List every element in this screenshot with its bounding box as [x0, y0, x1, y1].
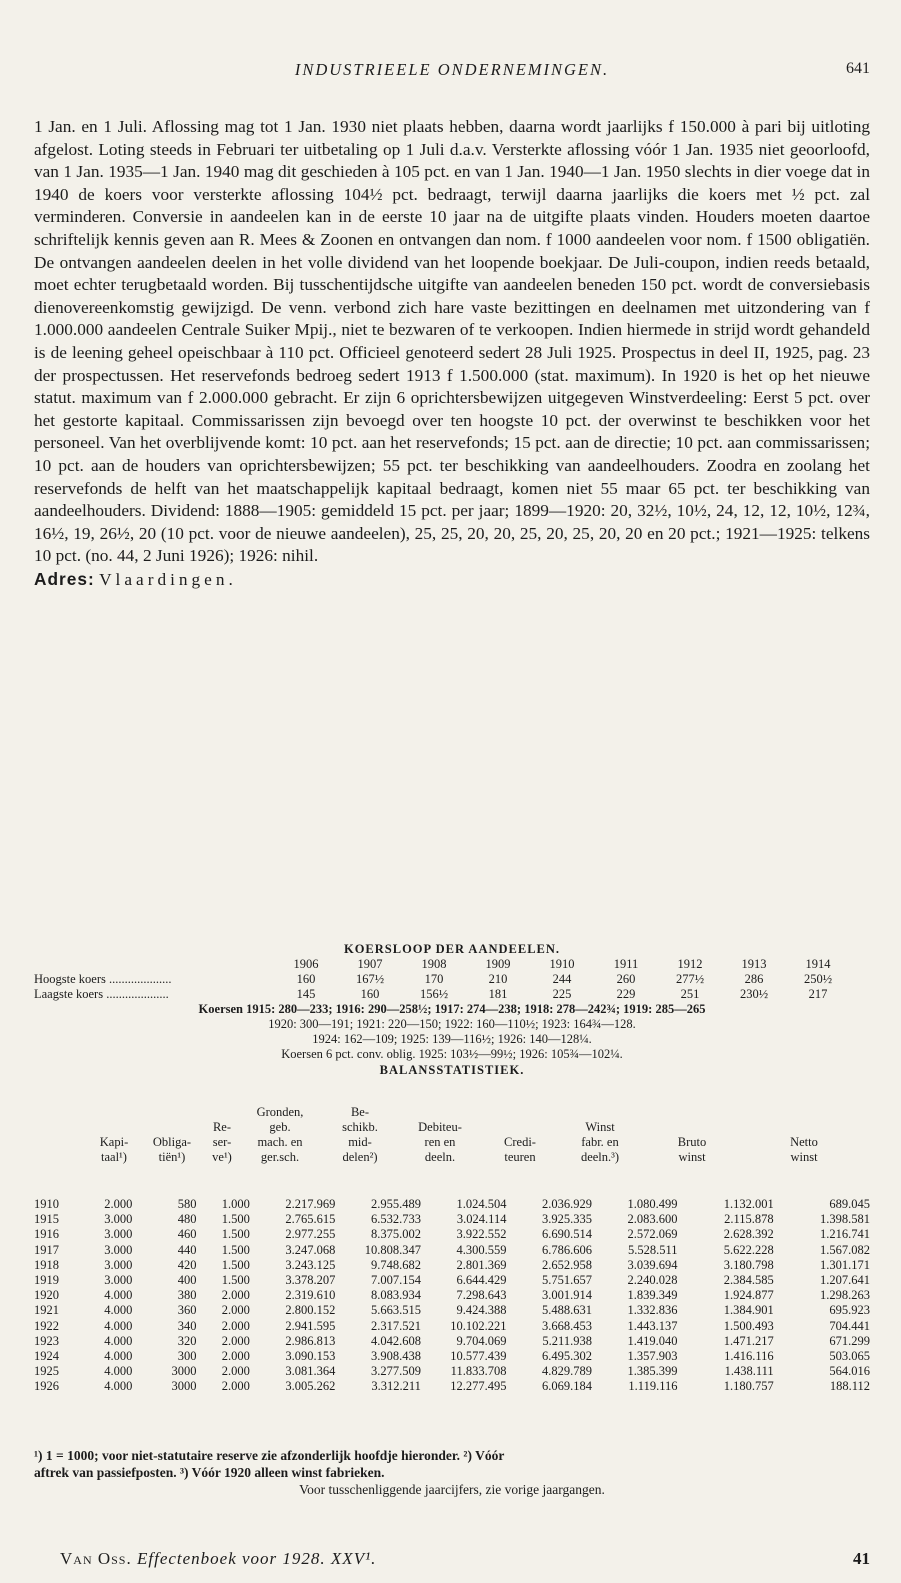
table-cell: 1.024.504: [456, 1197, 507, 1211]
table-row: [34, 1258, 870, 1273]
table-cell: 3.925.335: [541, 1212, 592, 1227]
table-cell: 2.801.369: [456, 1257, 507, 1272]
row-year: 1919: [34, 1273, 59, 1288]
table-cell: 1.419.040: [627, 1333, 678, 1348]
table-cell: 2.628.392: [723, 1227, 774, 1242]
row-year: 1915: [34, 1212, 59, 1227]
table-cell: 1.207.641: [820, 1273, 870, 1288]
table-cell: 2.036.929: [541, 1197, 592, 1211]
price-cell: 156½: [419, 987, 449, 1001]
col-header-crediteuren: Credi- teuren: [504, 1135, 536, 1164]
year-cell: 1910: [549, 957, 575, 971]
table-cell: 11.833.708: [450, 1364, 507, 1379]
table-cell: 1.443.137: [627, 1318, 678, 1333]
table-cell: 3.312.211: [371, 1379, 421, 1394]
table-cell: 360: [177, 1303, 197, 1318]
table-cell: 1.500: [221, 1212, 250, 1227]
year-cell: 1911: [613, 957, 639, 971]
page-footer: [34, 1549, 870, 1573]
price-cell: 229: [616, 987, 636, 1001]
table-cell: 3.090.153: [285, 1349, 336, 1364]
table-cell: 4.300.559: [456, 1242, 507, 1257]
price-cell: 230½: [739, 987, 769, 1001]
table-cell: 1.839.349: [627, 1288, 678, 1303]
highest-price-row: [34, 972, 870, 987]
table-cell: 5.663.515: [370, 1303, 421, 1318]
table-cell: 6.786.606: [541, 1242, 592, 1257]
year-cell: 1909: [485, 957, 511, 971]
table-cell: 3.000: [104, 1273, 133, 1288]
table-cell: 1.132.001: [723, 1197, 774, 1211]
footnotes: [34, 1447, 870, 1498]
table-cell: 2.240.028: [627, 1273, 678, 1288]
body-text: [34, 116, 870, 591]
table-cell: 6.690.514: [541, 1227, 592, 1242]
address-value: Vlaardingen.: [99, 569, 237, 589]
table-cell: 3.000: [104, 1227, 133, 1242]
col-header-winst-fabr: Winst fabr. en deeln.³): [580, 1120, 620, 1164]
col-header-beschikb: Be- schikb. mid- delen²): [342, 1105, 378, 1164]
table-cell: 671.299: [829, 1333, 870, 1348]
col-header-reserve: Re- ser- ve¹): [212, 1120, 232, 1164]
table-cell: 1.500.493: [723, 1318, 774, 1333]
table-cell: 2.319.610: [285, 1288, 336, 1303]
table-cell: 9.704.069: [456, 1333, 507, 1348]
row-year: 1918: [34, 1257, 59, 1272]
price-cell: 250½: [803, 972, 833, 986]
share-price-title: KOERSLOOP DER AANDEELEN.: [343, 942, 561, 956]
table-cell: 2.083.600: [627, 1212, 678, 1227]
table-row: [34, 1212, 870, 1227]
row-year: 1917: [34, 1242, 59, 1257]
table-cell: 3.243.125: [285, 1257, 336, 1272]
table-row: [34, 1243, 870, 1258]
table-cell: 1.298.263: [820, 1288, 870, 1303]
table-cell: 3000: [171, 1364, 197, 1379]
price-cell: 167½: [355, 972, 385, 986]
row-year: 1926: [34, 1379, 59, 1394]
balance-header: [34, 1105, 870, 1197]
table-cell: 3000: [171, 1379, 197, 1394]
table-cell: 4.000: [104, 1333, 133, 1348]
year-cell: 1907: [357, 957, 383, 971]
table-cell: 3.180.798: [723, 1257, 774, 1272]
footer-publisher: Van Oss.: [60, 1549, 132, 1568]
table-cell: 1.438.111: [724, 1364, 774, 1379]
balance-title: BALANSSTATISTIEK.: [379, 1063, 525, 1077]
table-cell: 6.495.302: [541, 1349, 592, 1364]
table-cell: 2.765.615: [285, 1212, 336, 1227]
table-cell: 3.001.914: [541, 1288, 592, 1303]
table-cell: 3.039.694: [627, 1257, 678, 1272]
table-cell: 2.317.521: [370, 1318, 421, 1333]
col-header-obligatien: Obliga- tiën¹): [152, 1135, 192, 1164]
balance-table: [34, 1197, 870, 1395]
table-cell: 6.532.733: [370, 1212, 421, 1227]
table-cell: 12.277.495: [450, 1379, 507, 1394]
table-cell: 1.500: [221, 1273, 250, 1288]
table-cell: 2.000: [221, 1364, 250, 1379]
table-cell: 10.102.221: [450, 1318, 507, 1333]
footnote-line: aftrek van passiefposten. ³) Vóór 1920 alleen winst fabrieken.: [34, 1465, 385, 1480]
table-cell: 3.277.509: [370, 1364, 421, 1379]
price-cell: 181: [488, 987, 508, 1001]
table-cell: 580: [177, 1197, 197, 1211]
table-cell: 1.500: [221, 1242, 250, 1257]
table-cell: 564.016: [829, 1364, 870, 1379]
price-cell: 251: [680, 987, 700, 1001]
table-cell: 7.007.154: [370, 1273, 421, 1288]
table-cell: 1.567.082: [820, 1242, 870, 1257]
table-cell: 3.668.453: [541, 1318, 592, 1333]
table-cell: 380: [177, 1288, 197, 1303]
year-cell: 1913: [741, 957, 767, 971]
table-row: [34, 1364, 870, 1379]
table-cell: 3.378.207: [285, 1273, 336, 1288]
table-cell: 2.000: [221, 1303, 250, 1318]
row-year: 1924: [34, 1349, 59, 1364]
table-row: [34, 1197, 870, 1212]
table-cell: 10.577.439: [450, 1349, 507, 1364]
table-cell: 4.000: [104, 1349, 133, 1364]
table-cell: 689.045: [829, 1197, 870, 1211]
row-year: 1922: [34, 1318, 59, 1333]
year-cell: 1906: [293, 957, 319, 971]
footer-source: [60, 1549, 376, 1569]
table-cell: 1.500: [221, 1227, 250, 1242]
table-cell: 2.000: [221, 1318, 250, 1333]
col-header-kapitaal: Kapi- taal¹): [99, 1135, 129, 1164]
table-cell: 460: [177, 1227, 197, 1242]
table-cell: 2.977.255: [285, 1227, 336, 1242]
table-cell: 2.000: [221, 1379, 250, 1394]
table-row: [34, 1273, 870, 1288]
table-cell: 188.112: [829, 1379, 870, 1394]
table-cell: 2.115.878: [724, 1212, 774, 1227]
table-cell: 7.298.643: [456, 1288, 507, 1303]
table-cell: 1.216.741: [820, 1227, 870, 1242]
table-row: [34, 1349, 870, 1364]
table-cell: 1.385.399: [627, 1364, 678, 1379]
price-cell: 160: [360, 987, 380, 1001]
table-cell: 420: [177, 1257, 197, 1272]
table-cell: 2.000: [221, 1349, 250, 1364]
table-row: [34, 1288, 870, 1303]
highest-price-label: Hoogste koers ....................: [34, 972, 172, 986]
price-cell: 225: [552, 987, 572, 1001]
table-cell: 3.922.552: [456, 1227, 507, 1242]
address-label: Adres:: [34, 568, 95, 589]
table-cell: 3.005.262: [285, 1379, 336, 1394]
price-cell: 170: [424, 972, 444, 986]
table-cell: 340: [177, 1318, 197, 1333]
year-cell: 1908: [421, 957, 447, 971]
table-cell: 4.042.608: [370, 1333, 421, 1348]
price-range-line: 1924: 162—109; 1925: 139—116½; 1926: 140—128¼.: [312, 1032, 592, 1046]
footnote-see-previous: Voor tusschenliggende jaarcijfers, zie vorige jaargangen.: [299, 1482, 605, 1497]
table-cell: 1.080.499: [627, 1197, 678, 1211]
table-cell: 2.941.595: [285, 1318, 336, 1333]
page-header: [34, 60, 870, 82]
table-cell: 480: [177, 1212, 197, 1227]
table-cell: 4.000: [104, 1379, 133, 1394]
table-row: [34, 1319, 870, 1334]
table-cell: 1.500: [221, 1257, 250, 1272]
table-cell: 1.924.877: [723, 1288, 774, 1303]
table-cell: 2.000: [221, 1333, 250, 1348]
table-cell: 440: [177, 1242, 197, 1257]
table-cell: 1.332.836: [627, 1303, 678, 1318]
table-cell: 1.357.903: [627, 1349, 678, 1364]
row-year: 1910: [34, 1197, 59, 1211]
price-range-line: 1920: 300—191; 1921: 220—150; 1922: 160—110½; 1923: 164¾—128.: [268, 1017, 636, 1031]
col-header-debiteuren: Debiteu- ren en deeln.: [418, 1120, 462, 1164]
row-year: 1916: [34, 1227, 59, 1242]
table-cell: 2.955.489: [370, 1197, 421, 1211]
page-number: 641: [846, 60, 870, 77]
main-paragraph: 1 Jan. en 1 Juli. Aflossing mag tot 1 Jan. 1930 niet plaats hebben, daarna wordt jaarlijks f 150.000 à pari bij uitloting afgelost. Loting steeds in Februari ter uitbetaling op 1 Juli d.a.v. Versterkte aflossing vóór 1 Jan. 1935 niet geoorloofd, van 1 Jan. 1935—1 Jan. 1940 mag dit geschieden à 105 pct. en van 1 Jan. 1940—1 Jan. 1950 slechts in dier voege dat in 1940 de koers voor versterkte aflossing 104½ pct. bedraagt, terwijl daarna jaarlijks die koers met ½ pct. zal verminderen. Conversie in aandeelen kan in de eerste 10 jaar na de uitgifte plaats vinden. Houders moeten daartoe schriftelijk kennis geven aan R. Mees & Zoonen en ontvangen dan nom. f 1000 aandeelen voor nom. f 1500 obligatiën. De ontvangen aandeelen deelen in het volle dividend van het loopende boekjaar. De Juli-coupon, indien reeds betaald, moet echter terugbetaald worden. Bij tusschentijdsche uitgifte van aandeelen beneden 150 pct. wordt de conversiebasis dienovereenkomstig gewijzigd. De venn. verbond zich hare vaste bezittingen en deelnamen met uitzondering van f 1.000.000 aandeelen Centrale Suiker Mpij., niet te bezwaren of te verkoopen. Indien hiermede in strijd wordt gehandeld is de leening geheel opeischbaar à 110 pct. Officieel genoteerd sedert 28 Juli 1925. Prospectus in deel II, 1925, pag. 23 der prospectussen. Het reservefonds bedroeg sedert 1913 f 1.500.000 (stat. maximum). In 1920 is het op het nieuwe statut. maximum van f 2.000.000 gebracht. Er zijn 6 oprichtersbewijzen uitgegeven Winstverdeeling: Eerst 5 pct. over het gestorte kapitaal. Commissarissen zijn bevoegd over ten hoogste 10 pct. der overwinst te beschikken voor het personeel. Van het overblijvende komt: 10 pct. aan het reservefonds; 15 pct. aan de directie; 10 pct. aan commissarissen; 10 pct. aan de houders van oprichtersbewijzen; 55 pct. ter beschikking van aandeelhouders. Zoodra en zoolang het reservefonds de helft van het maatschappelijk kapitaal bedraagt, komen niet 55 maar 65 pct. ter beschikking van aandeelhouders. Dividend: 1888—1905: gemiddeld 15 pct. per jaar; 1899—1920: 20, 32½, 10½, 24, 12, 12, 10½, 12¾, 16½, 19, 26½, 20 (10 pct. voor de nieuwe aandeelen), 25, 25, 20, 20, 25, 20, 25, 20, 20 en 20 pct.; 1921—1925: telkens 10 pct. (no. 44, 2 Juni 1926); 1926: nihil.: [34, 117, 870, 566]
share-price-years-row: [34, 957, 870, 972]
table-cell: 320: [177, 1333, 197, 1348]
table-cell: 1.416.116: [724, 1349, 774, 1364]
table-cell: 4.000: [104, 1364, 133, 1379]
lowest-price-row: [34, 987, 870, 1002]
table-cell: 4.000: [104, 1288, 133, 1303]
table-cell: 1.180.757: [723, 1379, 774, 1394]
row-year: 1923: [34, 1333, 59, 1348]
table-cell: 2.800.152: [285, 1303, 336, 1318]
footnote-line: ¹) 1 = 1000; voor niet-statutaire reserve zie afzonderlijk hoofdje hieronder. ²) Vóór: [34, 1448, 505, 1463]
table-cell: 2.384.585: [723, 1273, 774, 1288]
table-cell: 5.488.631: [541, 1303, 592, 1318]
price-cell: 217: [808, 987, 828, 1001]
table-cell: 6.644.429: [456, 1273, 507, 1288]
row-year: 1921: [34, 1303, 59, 1318]
table-cell: 3.247.068: [285, 1242, 336, 1257]
price-cell: 244: [552, 972, 572, 986]
row-year: 1920: [34, 1288, 59, 1303]
price-cell: 160: [296, 972, 316, 986]
page-header-title: INDUSTRIEELE ONDERNEMINGEN.: [294, 60, 610, 79]
row-year: 1925: [34, 1364, 59, 1379]
balance-statistics: [34, 1105, 870, 1395]
col-header-bruto: Bruto winst: [677, 1135, 707, 1164]
footer-book-title: Effectenboek voor 1928. XXV¹.: [136, 1549, 377, 1568]
footer-page-number: 41: [853, 1549, 870, 1568]
table-cell: 695.923: [829, 1303, 870, 1318]
table-cell: 5.211.938: [542, 1333, 592, 1348]
table-cell: 3.081.364: [285, 1364, 336, 1379]
table-cell: 2.652.958: [541, 1257, 592, 1272]
table-cell: 3.908.438: [370, 1349, 421, 1364]
table-row: [34, 1303, 870, 1318]
table-cell: 1.471.217: [723, 1333, 774, 1348]
table-cell: 2.986.813: [285, 1333, 336, 1348]
table-cell: 2.572.069: [627, 1227, 678, 1242]
col-header-gronden: Gronden, geb. mach. en ger.sch.: [256, 1105, 304, 1164]
table-row: [34, 1334, 870, 1349]
table-cell: 5.751.657: [541, 1273, 592, 1288]
price-cell: 286: [744, 972, 764, 986]
table-cell: 4.000: [104, 1318, 133, 1333]
table-row: [34, 1379, 870, 1394]
year-cell: 1914: [805, 957, 831, 971]
table-cell: 1.384.901: [723, 1303, 774, 1318]
table-cell: 8.375.002: [370, 1227, 421, 1242]
table-cell: 704.441: [829, 1318, 870, 1333]
price-cell: 210: [488, 972, 508, 986]
price-range-line: Koersen 1915: 280—233; 1916: 290—258½; 1917: 274—238; 1918: 278—242¾; 1919: 285—265: [198, 1002, 706, 1016]
table-cell: 4.829.789: [541, 1364, 592, 1379]
table-cell: 5.528.511: [627, 1242, 678, 1257]
table-cell: 9.748.682: [370, 1257, 421, 1272]
table-cell: 300: [177, 1349, 197, 1364]
table-cell: 2.217.969: [285, 1197, 336, 1211]
table-cell: 1.301.171: [820, 1257, 870, 1272]
table-cell: 5.622.228: [723, 1242, 774, 1257]
bond-price-line: Koersen 6 pct. conv. oblig. 1925: 103½—99½; 1926: 105¾—102¼.: [281, 1047, 623, 1061]
table-cell: 6.069.184: [541, 1379, 592, 1394]
price-cell: 260: [616, 972, 636, 986]
table-cell: 3.024.114: [456, 1212, 507, 1227]
table-cell: 3.000: [104, 1242, 133, 1257]
lowest-price-label: Laagste koers ....................: [34, 987, 169, 1001]
table-cell: 8.083.934: [370, 1288, 421, 1303]
table-cell: 1.398.581: [820, 1212, 870, 1227]
year-cell: 1912: [677, 957, 703, 971]
table-cell: 503.065: [829, 1349, 870, 1364]
col-header-netto: Netto winst: [790, 1135, 818, 1164]
table-cell: 4.000: [104, 1303, 133, 1318]
price-cell: 145: [296, 987, 316, 1001]
address-line: [34, 568, 870, 592]
table-cell: 400: [177, 1273, 197, 1288]
price-cell: 277½: [675, 972, 705, 986]
table-cell: 9.424.388: [456, 1303, 507, 1318]
table-cell: 2.000: [221, 1288, 250, 1303]
share-price-history: [34, 941, 870, 1078]
table-cell: 3.000: [104, 1212, 133, 1227]
table-cell: 1.000: [221, 1197, 250, 1211]
table-cell: 10.808.347: [364, 1242, 421, 1257]
table-cell: 3.000: [104, 1257, 133, 1272]
table-cell: 1.119.116: [628, 1379, 678, 1394]
table-row: [34, 1227, 870, 1242]
table-cell: 2.000: [104, 1197, 133, 1211]
